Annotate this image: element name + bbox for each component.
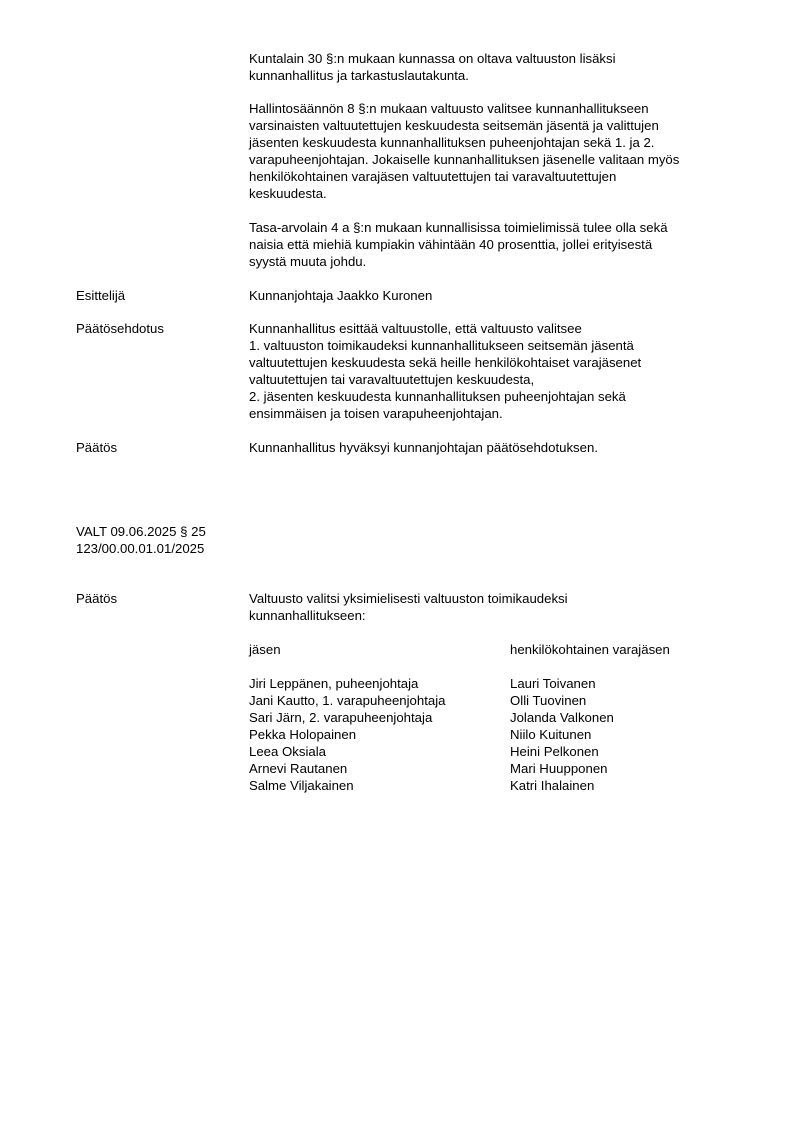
text-line: 1. valtuuston toimikaudeksi kunnanhallitukseen seitsemän jäsentä [249, 338, 634, 353]
text-line: kunnanhallitukseen: [249, 608, 366, 623]
member-column-header: jäsen [249, 642, 281, 657]
text-line: valtuutettujen tai varavaltuutettujen keskuudesta, [249, 372, 535, 387]
text-line: henkilökohtainen varajäsen valtuutettujen tai varavaltuutettujen [249, 169, 617, 184]
text-line: ensimmäisen ja toisen varapuheenjohtajan. [249, 406, 503, 421]
record-number: 123/00.00.01.01/2025 [76, 541, 205, 556]
deputy-name: Heini Pelkonen [510, 744, 599, 759]
presenter-value [249, 287, 739, 304]
text-line: jäsenten keskuudesta kunnanhallituksen puheenjohtajan sekä 1. ja 2. [249, 135, 655, 150]
text-line: varapuheenjohtajan. Jokaiselle kunnanhallituksen jäsenelle valitaan myös [249, 152, 680, 167]
member-column [249, 641, 446, 794]
intro-paragraph-1 [249, 50, 739, 84]
presenter-label: Esittelijä [76, 288, 126, 303]
decision-text [249, 439, 739, 456]
text-line: Kunnanhallitus esittää valtuustolle, että valtuusto valitsee [249, 321, 582, 336]
text-line: valtuutettujen keskuudesta sekä heille henkilökohtaiset varajäsenet [249, 355, 642, 370]
text-line: varsinaisten valtuutettujen keskuudesta seitsemän jäsentä ja valittujen [249, 118, 659, 133]
member-name: Sari Järn, 2. varapuheenjohtaja [249, 710, 433, 725]
member-name: Jiri Leppänen, puheenjohtaja [249, 676, 419, 691]
text-line: kunnanhallitus ja tarkastuslautakunta. [249, 68, 469, 83]
text-line: Hallintosäännön 8 §:n mukaan valtuusto valitsee kunnanhallitukseen [249, 101, 649, 116]
decision-label: Päätös [76, 440, 118, 455]
text-line: Kuntalain 30 §:n mukaan kunnassa on oltava valtuuston lisäksi [249, 51, 616, 66]
deputy-name: Olli Tuovinen [510, 693, 587, 708]
member-name: Pekka Holopainen [249, 727, 357, 742]
deputy-column [510, 641, 670, 794]
member-name: Leea Oksiala [249, 744, 326, 759]
proposal-text [249, 320, 739, 422]
member-name: Arnevi Rautanen [249, 761, 348, 776]
intro-paragraph-3 [249, 219, 739, 270]
member-name: Salme Viljakainen [249, 778, 354, 793]
text-line: Tasa-arvolain 4 a §:n mukaan kunnallisissa toimielimissä tulee olla sekä [249, 220, 668, 235]
spacer [510, 658, 670, 675]
text-line: 2. jäsenten keskuudesta kunnanhallituksen puheenjohtajan sekä [249, 389, 626, 404]
meeting-reference: VALT 09.06.2025 § 25 [76, 524, 206, 539]
text-line: Valtuusto valitsi yksimielisesti valtuuston toimikaudeksi [249, 591, 568, 606]
deputy-name: Lauri Toivanen [510, 676, 596, 691]
intro-paragraph-2 [249, 100, 739, 202]
text-line: Kunnanhallitus hyväksyi kunnanjohtajan päätösehdotuksen. [249, 440, 598, 455]
text-line: Kunnanjohtaja Jaakko Kuronen [249, 288, 433, 303]
text-line: syystä muuta johdu. [249, 254, 367, 269]
deputy-column-header: henkilökohtainen varajäsen [510, 642, 670, 657]
member-name: Jani Kautto, 1. varapuheenjohtaja [249, 693, 446, 708]
council-decision-label: Päätös [76, 591, 118, 606]
text-line: naisia että miehiä kumpiakin vähintään 40 prosenttia, jollei erityisestä [249, 237, 653, 252]
spacer [249, 658, 446, 675]
proposal-label: Päätösehdotus [76, 321, 164, 336]
deputy-name: Jolanda Valkonen [510, 710, 614, 725]
council-reference [76, 523, 206, 557]
deputy-name: Niilo Kuitunen [510, 727, 592, 742]
text-line: keskuudesta. [249, 186, 327, 201]
deputy-name: Mari Huupponen [510, 761, 608, 776]
deputy-name: Katri Ihalainen [510, 778, 595, 793]
council-decision-text [249, 590, 739, 624]
